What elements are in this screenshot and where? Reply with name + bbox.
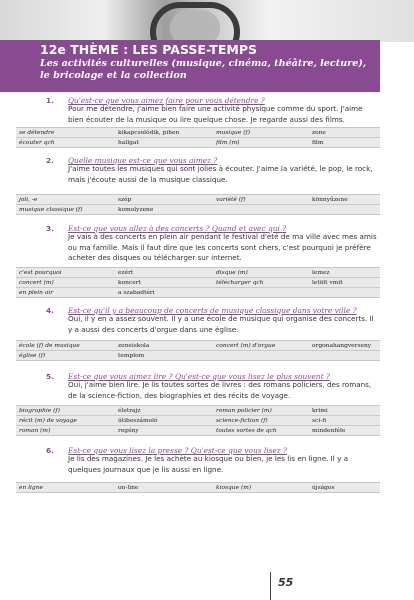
question-text: Est-ce que vous aimez lire ? Qu'est-ce que vous lisez le plus souvent ? xyxy=(68,372,330,381)
vocab-hu: templom xyxy=(118,352,145,359)
vocab-fr: biographie (f) xyxy=(19,407,60,414)
vocab-table-2 xyxy=(16,194,380,215)
vocab-row xyxy=(16,341,380,351)
vocab-row xyxy=(16,406,380,416)
vocab-hu: lemez xyxy=(312,269,330,276)
vocab-hu: zene xyxy=(312,129,326,136)
question-text: Est-ce qu'il y a beaucoup de concerts de musique classique dans votre ville ? xyxy=(68,306,357,315)
vocab-fr: joli, -e xyxy=(19,196,38,203)
question-number: 2. xyxy=(46,156,54,165)
vocab-row xyxy=(16,268,380,278)
answer-5: Oui, j'aime bien lire. Je lis toutes sortes de livres : des romans policiers, des romans, de la science-fiction, des biographies et des récits de voyage. xyxy=(68,380,372,400)
vocab-hu: hallgat xyxy=(118,139,139,146)
vocab-fr: se détendre xyxy=(19,129,55,136)
vocab-fr: écouter qch xyxy=(19,139,55,146)
vocab-hu: ezért xyxy=(118,269,134,276)
vocab-hu: film xyxy=(312,139,324,146)
vocab-fr: science-fiction (f) xyxy=(216,417,268,424)
vocab-row xyxy=(16,195,380,205)
vocab-fr: musique classique (f) xyxy=(19,206,83,213)
page-number-divider xyxy=(270,572,271,600)
vocab-hu: komolyzene xyxy=(118,206,154,213)
vocab-fr: disque (m) xyxy=(216,269,248,276)
question-text: Est-ce que vous allez à des concerts ? Quand et avec qui ? xyxy=(68,224,287,233)
vocab-row xyxy=(16,205,380,214)
answer-2: J'aime toutes les musiques qui sont jolies à écouter. J'aime la variété, le pop, le rock, mais j'écoute aussi de la musique classique. xyxy=(68,164,373,184)
question-number: 5. xyxy=(46,372,54,381)
vocab-fr: concert (m) xyxy=(19,279,54,286)
vocab-hu: koncert xyxy=(118,279,141,286)
theme-banner xyxy=(0,40,380,92)
answer-6: Je lis des magazines. Je les achète au kiosque ou bien, je les lis en ligne. Il y a quelques journaux que je lis aussi en ligne. xyxy=(68,454,349,474)
question-number: 3. xyxy=(46,224,54,233)
vocab-table-6 xyxy=(16,482,380,493)
theme-title: 12e THÈME : LES PASSE-TEMPS xyxy=(40,42,257,57)
question-text: Est-ce que vous lisez la presse ? Qu'est-ce que vous lisez ? xyxy=(68,446,287,455)
vocab-row xyxy=(16,483,380,492)
question-number: 6. xyxy=(46,446,54,455)
answer-4: Oui, il y en a assez souvent. Il y a une école de musique qui organise des concerts. Il y a aussi des concerts d'orgue dans une église. xyxy=(68,314,374,334)
vocab-table-3 xyxy=(16,267,380,298)
vocab-row xyxy=(16,288,380,297)
vocab-fr: c'est pourquoi xyxy=(19,269,62,276)
page-number: 55 xyxy=(278,576,294,589)
theme-subtitle: Les activités culturelles (musique, cinéma, théâtre, lecture), le bricolage et la collection xyxy=(40,58,367,81)
vocab-hu: sci-fi xyxy=(312,417,327,424)
vocab-hu: regény xyxy=(118,427,139,434)
question-text: Quelle musique est-ce que vous aimez ? xyxy=(68,156,218,165)
vocab-fr: église (f) xyxy=(19,352,46,359)
vocab-hu: újságos xyxy=(312,484,335,491)
vocab-row xyxy=(16,278,380,288)
vocab-row xyxy=(16,128,380,138)
answer-1: Pour me détendre, j'aime bien faire une activité physique comme du sport. J'aime bien écouter de la musique ou lire quelque chose. Je regarde aussi des films. xyxy=(68,104,363,124)
vocab-fr: film (m) xyxy=(216,139,240,146)
vocab-fr: variété (f) xyxy=(216,196,246,203)
vocab-fr: récit (m) de voyage xyxy=(19,417,77,424)
vocab-hu: könnyűzene xyxy=(312,196,348,203)
vocab-table-1 xyxy=(16,127,380,148)
header-photo xyxy=(0,0,414,42)
vocab-hu: zeneiskola xyxy=(118,342,150,349)
vocab-hu: a szabadtéri xyxy=(118,289,155,296)
question-text: Qu'est-ce que vous aimez faire pour vous détendre ? xyxy=(68,96,265,105)
question-number: 1. xyxy=(46,96,54,105)
vocab-fr: musique (f) xyxy=(216,129,250,136)
vocab-hu: kikapcsolódik, pihen xyxy=(118,129,180,136)
vocab-row xyxy=(16,351,380,360)
vocab-row xyxy=(16,138,380,147)
vocab-hu: letölt vmit xyxy=(312,279,343,286)
vocab-fr: roman policier (m) xyxy=(216,407,272,414)
question-number: 4. xyxy=(46,306,54,315)
vocab-hu: krimi xyxy=(312,407,328,414)
vocab-fr: en ligne xyxy=(19,484,43,491)
vocab-fr: kiosque (m) xyxy=(216,484,252,491)
answer-3: Je vais à des concerts en plein air pendant le festival d'été de ma ville avec mes amis ou ma famille. Mais il faut dire que les concerts sont chers, c'est pourquoi je préfère acheter des disques ou télécharger sur internet. xyxy=(68,232,377,263)
vocab-hu: szép xyxy=(118,196,132,203)
vocab-hu: mindenféle xyxy=(312,427,346,434)
vocab-fr: toutes sortes de qch xyxy=(216,427,277,434)
face-shape xyxy=(170,10,220,42)
vocab-hu: on-line xyxy=(118,484,139,491)
vocab-fr: concert (m) d'orgue xyxy=(216,342,276,349)
vocab-row xyxy=(16,416,380,426)
vocab-hu: orgonahangverseny xyxy=(312,342,372,349)
vocab-fr: télécharger qch xyxy=(216,279,264,286)
vocab-fr: en plein air xyxy=(19,289,54,296)
vocab-hu: életrajz xyxy=(118,407,141,414)
vocab-fr: roman (m) xyxy=(19,427,51,434)
vocab-table-4 xyxy=(16,340,380,361)
vocab-table-5 xyxy=(16,405,380,436)
vocab-hu: útibeszámoló xyxy=(118,417,158,424)
vocab-fr: école (f) de musique xyxy=(19,342,80,349)
vocab-row xyxy=(16,426,380,435)
